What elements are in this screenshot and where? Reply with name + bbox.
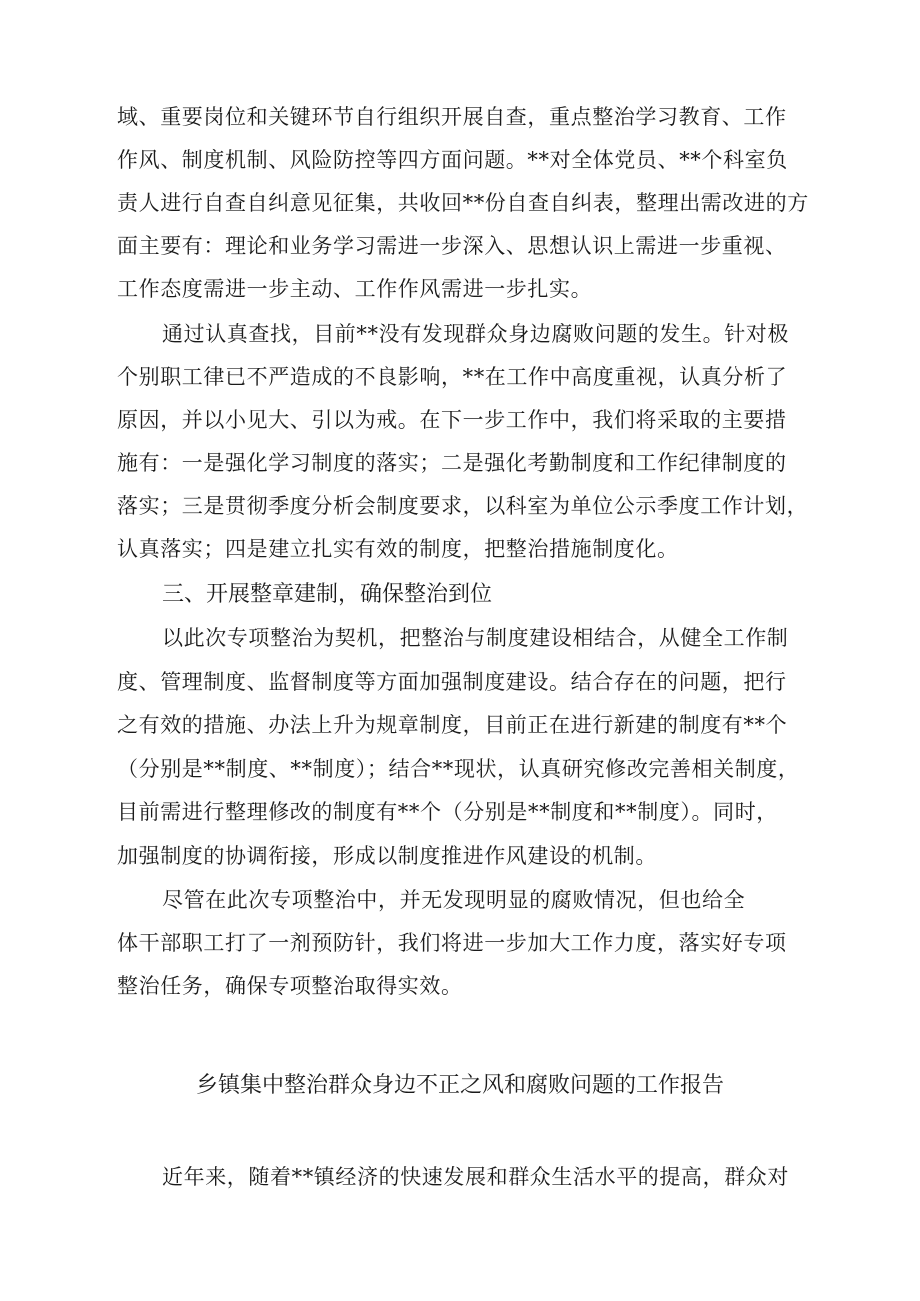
text-line: （分别是**制度、**制度）；结合**现状，认真研究修改完善相关制度， <box>117 757 800 781</box>
text-line: 域、重要岗位和关键环节自行组织开展自查，重点整治学习教育、工作 <box>117 105 787 129</box>
text-line: 度、管理制度、监督制度等方面加强制度建设。结合存在的问题，把行 <box>117 670 787 694</box>
text-line: 认真落实；四是建立扎实有效的制度，把整治措施制度化。 <box>117 537 679 561</box>
text-line: 体干部职工打了一剂预防针，我们将进一步加大工作力度，落实好专项 <box>117 931 787 955</box>
text-line: 目前需进行整理修改的制度有**个（分别是**制度和**制度）。同时， <box>117 800 778 824</box>
text-line: 以此次专项整治为契机，把整治与制度建设相结合，从健全工作制 <box>162 626 789 650</box>
text-line: 通过认真查找，目前**没有发现群众身边腐败问题的发生。针对极 <box>162 322 789 346</box>
text-line: 尽管在此次专项整治中，并无发现明显的腐败情况，但也给全 <box>162 888 746 912</box>
text-line: 面主要有：理论和业务学习需进一步深入、思想认识上需进一步重视、 <box>117 234 787 258</box>
document-title: 乡镇集中整治群众身边不正之风和腐败问题的工作报告 <box>195 1073 724 1098</box>
text-line: 责人进行自查自纠意见征集，共收回**份自查自纠表，整理出需改进的方 <box>117 191 809 215</box>
text-line: 原因，并以小见大、引以为戒。在下一步工作中，我们将采取的主要措 <box>117 408 787 432</box>
text-line: 工作态度需进一步主动、工作作风需进一步扎实。 <box>117 277 593 301</box>
text-line: 近年来，随着**镇经济的快速发展和群众生活水平的提高，群众对 <box>162 1165 789 1189</box>
text-line: 个别职工律已不严造成的不良影响，**在工作中高度重视，认真分析了 <box>117 365 788 389</box>
text-line: 作风、制度机制、风险防控等四方面问题。**对全体党员、**个科室负 <box>117 148 788 172</box>
text-line: 施有：一是强化学习制度的落实；二是强化考勤制度和工作纪律制度的 <box>117 451 787 475</box>
text-line: 落实；三是贯彻季度分析会制度要求，以科室为单位公示季度工作计划， <box>117 494 809 518</box>
text-line: 加强制度的协调衔接，形成以制度推进作风建设的机制。 <box>117 844 657 868</box>
section-heading: 三、开展整章建制，确保整治到位 <box>162 582 493 607</box>
text-line: 之有效的措施、办法上升为规章制度，目前正在进行新建的制度有**个 <box>117 713 788 737</box>
text-line: 整治任务，确保专项整治取得实效。 <box>117 974 463 998</box>
